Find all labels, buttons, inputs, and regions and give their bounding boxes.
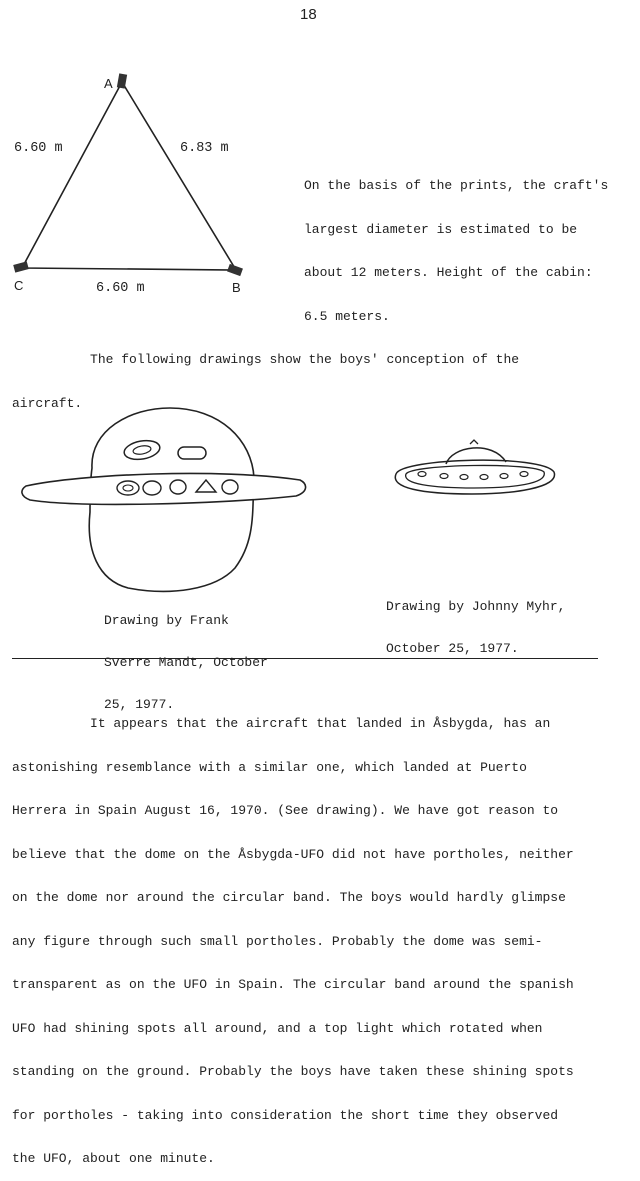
vertex-label-c: C — [14, 278, 24, 293]
print-mark-a — [117, 73, 127, 88]
estimate-line: largest diameter is estimated to be — [304, 221, 578, 237]
estimate-line: 6.5 meters. — [304, 308, 390, 324]
vertex-label-b: B — [232, 280, 241, 295]
body-line: UFO had shining spots all around, and a top light which rotated when — [12, 1020, 543, 1036]
estimate-line: about 12 meters. Height of the cabin: — [304, 265, 593, 280]
body-line: transparent as on the UFO in Spain. The circular band around the spanish — [12, 977, 574, 992]
caption-johnny — [386, 572, 565, 670]
ufo-drawing-frank — [20, 400, 310, 600]
johnny-top-light — [470, 440, 478, 444]
frank-dome-window — [123, 438, 162, 462]
frank-ring-band — [22, 473, 306, 504]
johnny-porthole — [460, 475, 468, 480]
johnny-porthole — [418, 472, 426, 477]
vertex-label-a: A — [104, 76, 113, 91]
caption-line: Sverre Mandt, October — [104, 655, 268, 670]
ufo-drawing-johnny — [392, 434, 572, 514]
caption-line: October 25, 1977. — [386, 641, 519, 656]
intro-line: aircraft. — [12, 395, 83, 411]
intro-line: The following drawings show the boys' conception of the — [12, 352, 520, 367]
estimate-paragraph — [304, 150, 608, 339]
body-line: the UFO, about one minute. — [12, 1151, 215, 1166]
page-number: 18 — [300, 6, 317, 23]
body-line: believe that the dome on the Åsbygda-UFO did not have portholes, neither — [12, 846, 574, 862]
body-line: on the dome nor around the circular band. The boys would hardly glimpse — [12, 890, 566, 905]
johnny-porthole — [480, 475, 488, 480]
print-mark-b — [227, 264, 243, 276]
print-mark-c — [13, 261, 29, 272]
johnny-porthole — [500, 474, 508, 479]
frank-dome-window — [178, 447, 206, 459]
side-ca-length: 6.60 m — [14, 141, 63, 156]
estimate-line: On the basis of the prints, the craft's — [304, 178, 609, 193]
body-line: astonishing resemblance with a similar one, which landed at Puerto — [12, 759, 527, 775]
body-line: standing on the ground. Probably the boys have taken these shining spots — [12, 1064, 574, 1079]
body-line: any figure through such small portholes. Probably the dome was semi- — [12, 933, 543, 949]
horizontal-rule — [12, 658, 598, 659]
johnny-porthole — [520, 472, 528, 477]
caption-line: Drawing by Frank — [104, 613, 229, 628]
side-cb-length: 6.60 m — [96, 281, 145, 296]
frank-dome-window-inner — [132, 444, 151, 455]
triangle-diagram — [0, 70, 250, 300]
body-paragraph — [12, 688, 632, 1181]
caption-line: Drawing by Johnny Myhr, — [386, 599, 566, 614]
body-line: It appears that the aircraft that landed in Åsbygda, has an — [12, 716, 551, 731]
caption-line: 25, 1977. — [104, 697, 175, 712]
body-line: for portholes - taking into consideration the short time they observed — [12, 1107, 559, 1123]
side-ab-length: 6.83 m — [180, 141, 229, 156]
johnny-porthole — [440, 474, 448, 479]
triangle-outline — [22, 82, 236, 270]
body-line: Herrera in Spain August 16, 1970. (See drawing). We have got reason to — [12, 803, 559, 818]
